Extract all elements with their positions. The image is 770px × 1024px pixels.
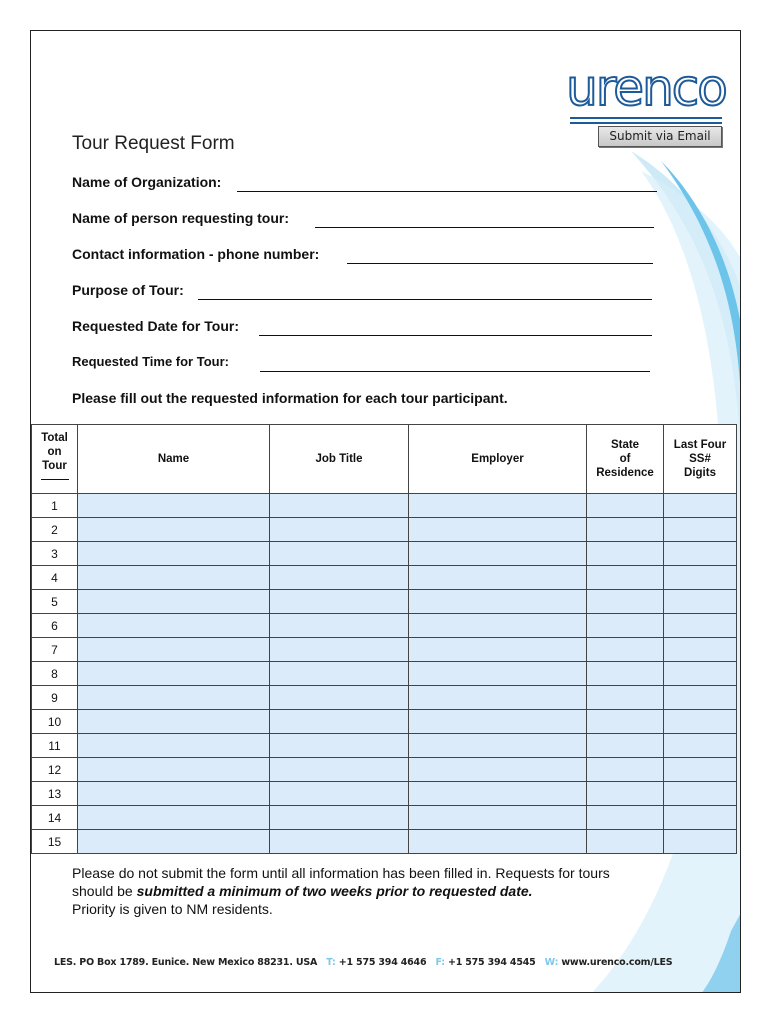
state-cell[interactable] <box>587 710 664 734</box>
header-text: Total <box>41 432 68 444</box>
row-number: 12 <box>32 758 78 782</box>
employer-cell[interactable] <box>409 710 587 734</box>
row-number: 8 <box>32 662 78 686</box>
header-job-title: Job Title <box>270 425 409 494</box>
table-instruction: Please fill out the requested information for each tour participant. <box>72 390 508 406</box>
organization-input[interactable] <box>237 191 657 192</box>
ssn-cell[interactable] <box>664 782 737 806</box>
field-label: Purpose of Tour: <box>72 282 184 298</box>
field-label: Requested Time for Tour: <box>72 354 229 369</box>
footer-phone-key: T: <box>326 957 336 968</box>
header-text: SS# <box>689 453 711 465</box>
row-number: 7 <box>32 638 78 662</box>
ssn-cell[interactable] <box>664 542 737 566</box>
header-name: Name <box>78 425 270 494</box>
table-row <box>32 542 737 566</box>
time-input[interactable] <box>260 371 650 372</box>
footer-contact <box>54 957 672 968</box>
field-label: Name of Organization: <box>72 174 222 190</box>
state-cell[interactable] <box>587 662 664 686</box>
field-label: Requested Date for Tour: <box>72 318 239 334</box>
name-cell[interactable] <box>78 710 270 734</box>
purpose-input[interactable] <box>198 299 652 300</box>
header-employer: Employer <box>409 425 587 494</box>
ssn-cell[interactable] <box>664 494 737 518</box>
header-text: Digits <box>684 467 716 479</box>
state-cell[interactable] <box>587 590 664 614</box>
note-text: should be <box>72 883 137 899</box>
row-number: 2 <box>32 518 78 542</box>
row-number: 13 <box>32 782 78 806</box>
header-text: Last Four <box>673 439 727 451</box>
ssn-cell[interactable] <box>664 662 737 686</box>
header-text: on <box>47 446 62 458</box>
note-line <box>72 882 672 900</box>
urenco-logo <box>566 59 726 127</box>
row-number: 6 <box>32 614 78 638</box>
name-cell[interactable] <box>78 566 270 590</box>
name-cell[interactable] <box>78 614 270 638</box>
row-number: 9 <box>32 686 78 710</box>
logo-underline <box>570 117 722 119</box>
table-row <box>32 686 737 710</box>
employer-cell[interactable] <box>409 518 587 542</box>
header-state-of-residence <box>587 425 664 494</box>
employer-cell[interactable] <box>409 806 587 830</box>
ssn-cell[interactable] <box>664 614 737 638</box>
ssn-cell[interactable] <box>664 710 737 734</box>
submit-via-email-button[interactable]: Submit via Email <box>598 126 722 147</box>
state-cell[interactable] <box>587 806 664 830</box>
job-title-cell[interactable] <box>270 782 409 806</box>
ssn-cell[interactable] <box>664 758 737 782</box>
note-line: Priority is given to NM residents. <box>72 901 273 917</box>
name-cell[interactable] <box>78 662 270 686</box>
footer-phone: +1 575 394 4646 <box>338 957 427 968</box>
row-number: 11 <box>32 734 78 758</box>
employer-cell[interactable] <box>409 494 587 518</box>
header-text: Tour <box>42 460 67 472</box>
name-cell[interactable] <box>78 830 270 854</box>
logo-underline <box>570 122 722 124</box>
table-header-row <box>32 425 737 494</box>
form-title: Tour Request Form <box>72 133 235 154</box>
table-row <box>32 758 737 782</box>
job-title-cell[interactable] <box>270 614 409 638</box>
ssn-cell[interactable] <box>664 566 737 590</box>
job-title-cell[interactable] <box>270 542 409 566</box>
requester-input[interactable] <box>315 227 654 228</box>
note-line: Please do not submit the form until all information has been filled in. Requests for tours <box>72 865 610 881</box>
name-cell[interactable] <box>78 734 270 758</box>
job-title-cell[interactable] <box>270 662 409 686</box>
table-row <box>32 782 737 806</box>
employer-cell[interactable] <box>409 662 587 686</box>
job-title-cell[interactable] <box>270 686 409 710</box>
state-cell[interactable] <box>587 518 664 542</box>
field-label: Contact information - phone number: <box>72 246 320 262</box>
table-row <box>32 494 737 518</box>
state-cell[interactable] <box>587 758 664 782</box>
job-title-cell[interactable] <box>270 734 409 758</box>
date-input[interactable] <box>259 335 652 336</box>
employer-cell[interactable] <box>409 782 587 806</box>
footer-fax: +1 575 394 4545 <box>447 957 536 968</box>
state-cell[interactable] <box>587 638 664 662</box>
name-cell[interactable] <box>78 518 270 542</box>
employer-cell[interactable] <box>409 566 587 590</box>
table-row <box>32 590 737 614</box>
employer-cell[interactable] <box>409 614 587 638</box>
ssn-cell[interactable] <box>664 590 737 614</box>
job-title-cell[interactable] <box>270 518 409 542</box>
table-row <box>32 566 737 590</box>
name-cell[interactable] <box>78 686 270 710</box>
employer-cell[interactable] <box>409 590 587 614</box>
submission-notes <box>72 864 672 918</box>
note-emphasis: submitted a minimum of two weeks prior to requested date. <box>136 883 533 899</box>
row-number: 14 <box>32 806 78 830</box>
table-row <box>32 806 737 830</box>
table-row <box>32 638 737 662</box>
row-number: 1 <box>32 494 78 518</box>
ssn-cell[interactable] <box>664 806 737 830</box>
row-number: 15 <box>32 830 78 854</box>
name-cell[interactable] <box>78 542 270 566</box>
row-number: 4 <box>32 566 78 590</box>
ssn-cell[interactable] <box>664 638 737 662</box>
ssn-cell[interactable] <box>664 518 737 542</box>
job-title-cell[interactable] <box>270 566 409 590</box>
ssn-cell[interactable] <box>664 734 737 758</box>
phone-input[interactable] <box>347 263 653 264</box>
total-blank[interactable] <box>41 479 69 480</box>
job-title-cell[interactable] <box>270 494 409 518</box>
table-row <box>32 614 737 638</box>
job-title-cell[interactable] <box>270 830 409 854</box>
form-page <box>30 30 741 993</box>
job-title-cell[interactable] <box>270 590 409 614</box>
job-title-cell[interactable] <box>270 758 409 782</box>
table-row <box>32 710 737 734</box>
header-text: of <box>619 453 631 465</box>
state-cell[interactable] <box>587 614 664 638</box>
state-cell[interactable] <box>587 734 664 758</box>
field-label: Name of person requesting tour: <box>72 210 290 226</box>
state-cell[interactable] <box>587 830 664 854</box>
table-row <box>32 734 737 758</box>
employer-cell[interactable] <box>409 830 587 854</box>
row-number: 5 <box>32 590 78 614</box>
state-cell[interactable] <box>587 566 664 590</box>
footer-web-key: W: <box>544 957 559 968</box>
table-row <box>32 518 737 542</box>
footer-web: www.urenco.com/LES <box>561 957 673 968</box>
footer-address: LES. PO Box 1789. Eunice. New Mexico 88231. USA <box>54 957 318 968</box>
participant-table <box>31 424 737 854</box>
row-number: 3 <box>32 542 78 566</box>
logo-text: urenco <box>566 59 726 117</box>
state-cell[interactable] <box>587 686 664 710</box>
employer-cell[interactable] <box>409 542 587 566</box>
header-total-on-tour <box>32 425 78 494</box>
employer-cell[interactable] <box>409 638 587 662</box>
name-cell[interactable] <box>78 806 270 830</box>
header-text: State <box>610 439 640 451</box>
employer-cell[interactable] <box>409 734 587 758</box>
footer-fax-key: F: <box>435 957 445 968</box>
employer-cell[interactable] <box>409 686 587 710</box>
employer-cell[interactable] <box>409 758 587 782</box>
ssn-cell[interactable] <box>664 686 737 710</box>
row-number: 10 <box>32 710 78 734</box>
name-cell[interactable] <box>78 782 270 806</box>
header-text: Residence <box>596 467 654 479</box>
name-cell[interactable] <box>78 638 270 662</box>
table-row <box>32 662 737 686</box>
job-title-cell[interactable] <box>270 638 409 662</box>
ssn-cell[interactable] <box>664 830 737 854</box>
table-row <box>32 830 737 854</box>
job-title-cell[interactable] <box>270 806 409 830</box>
state-cell[interactable] <box>587 494 664 518</box>
state-cell[interactable] <box>587 542 664 566</box>
job-title-cell[interactable] <box>270 710 409 734</box>
name-cell[interactable] <box>78 758 270 782</box>
header-last-four-ssn <box>664 425 737 494</box>
name-cell[interactable] <box>78 494 270 518</box>
state-cell[interactable] <box>587 782 664 806</box>
name-cell[interactable] <box>78 590 270 614</box>
